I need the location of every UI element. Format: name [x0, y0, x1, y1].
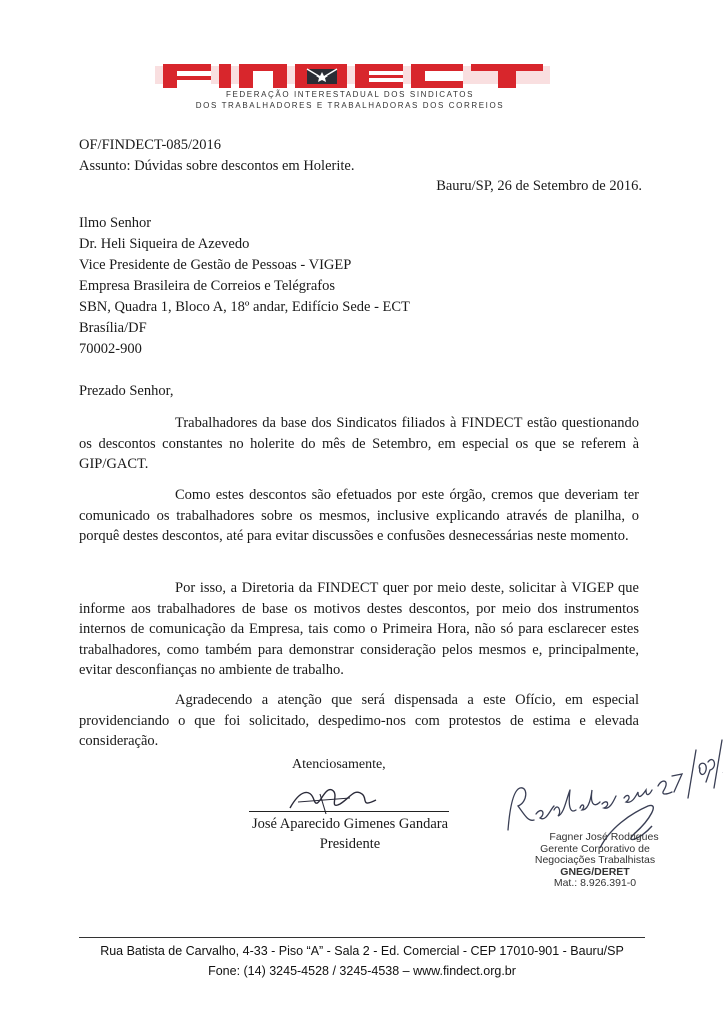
- signatory-title: Presidente: [319, 836, 381, 852]
- stamp-line: Mat.: 8.926.391-0: [553, 877, 637, 889]
- stamp-line: Negociações Trabalhistas: [534, 854, 656, 866]
- footer-address: Rua Batista de Carvalho, 4-33 - Piso “A” - Sala 2 - Ed. Comercial - CEP 17010-901 - Bauru/SP: [100, 944, 624, 958]
- received-handwriting: [500, 710, 723, 850]
- letter-date: Bauru/SP, 26 de Setembro de 2016.: [436, 178, 642, 194]
- letterhead-subtitle-2: DOS TRABALHADORES E TRABALHADORAS DOS CORREIOS: [195, 101, 505, 110]
- paragraph-text: Trabalhadores da base dos Sindicatos filiados à FINDECT estão questionando os descontos constantes no holerite do mês de Setembro, em especial os que se referem à GIP/GACT.: [79, 415, 639, 472]
- recipient-block: [79, 213, 410, 360]
- reference-number: OF/FINDECT-085/2016: [79, 137, 222, 153]
- paragraph-text: Por isso, a Diretoria da FINDECT quer por meio deste, solicitar à VIGEP que informe aos trabalhadores de base os motivos destes descontos, por meio dos instrumentos internos de comunicação da Empresa, tais como o Primeira Hora, não só para esclarecer estes trabalhadores, como também para demonstrar consideração pelos mesmos e, principalmente, evitar desconfianças no ambiente de trabalho.: [79, 580, 639, 678]
- footer-divider: [79, 937, 645, 938]
- received-stamp: [530, 832, 660, 890]
- recipient-line: Dr. Heli Siqueira de Azevedo: [79, 236, 250, 252]
- footer-contact: Fone: (14) 3245-4528 / 3245-4538 – www.findect.org.br: [208, 964, 516, 978]
- paragraph-text: Como estes descontos são efetuados por este órgão, cremos que deveriam ter comunicado os trabalhadores sobre os mesmos, inclusive explicando através de planilha, o porquê destes descontos, até para evitar discussões e confusões desnecessárias neste momento.: [79, 487, 639, 544]
- body-paragraph: [79, 485, 639, 547]
- signature-line: [249, 811, 449, 812]
- closing: Atenciosamente,: [292, 757, 386, 772]
- recipient-line: 70002-900: [79, 341, 142, 357]
- body-paragraph: [79, 578, 639, 681]
- signature-scribble: [280, 780, 390, 820]
- body-paragraph: [79, 413, 639, 475]
- reference-block: [79, 135, 354, 177]
- stamp-line: Gerente Corporativo de: [540, 842, 650, 855]
- letterhead-subtitle-1: FEDERAÇÃO INTERESTADUAL DOS SINDICATOS: [225, 90, 475, 99]
- stamp-line: GNEG/DERET: [560, 865, 630, 878]
- signatory-name: José Aparecido Gimenes Gandara: [251, 816, 449, 832]
- greeting: Prezado Senhor,: [79, 383, 174, 399]
- paragraph-text: Agradecendo a atenção que será dispensada a este Ofício, em especial providenciando o que foi solicitado, despedimo-nos com protestos de estima e elevada consideração.: [79, 692, 639, 749]
- recipient-line: SBN, Quadra 1, Bloco A, 18º andar, Edifício Sede - ECT: [79, 299, 410, 315]
- stamp-line: Fagner José Rodrigues: [549, 831, 659, 843]
- subject-line: Assunto: Dúvidas sobre descontos em Holerite.: [79, 158, 355, 174]
- recipient-line: Vice Presidente de Gestão de Pessoas - VIGEP: [79, 257, 352, 273]
- recipient-line: Empresa Brasileira de Correios e Telégrafos: [79, 278, 335, 294]
- recipient-line: Ilmo Senhor: [79, 215, 152, 231]
- recipient-line: Brasília/DF: [79, 320, 147, 336]
